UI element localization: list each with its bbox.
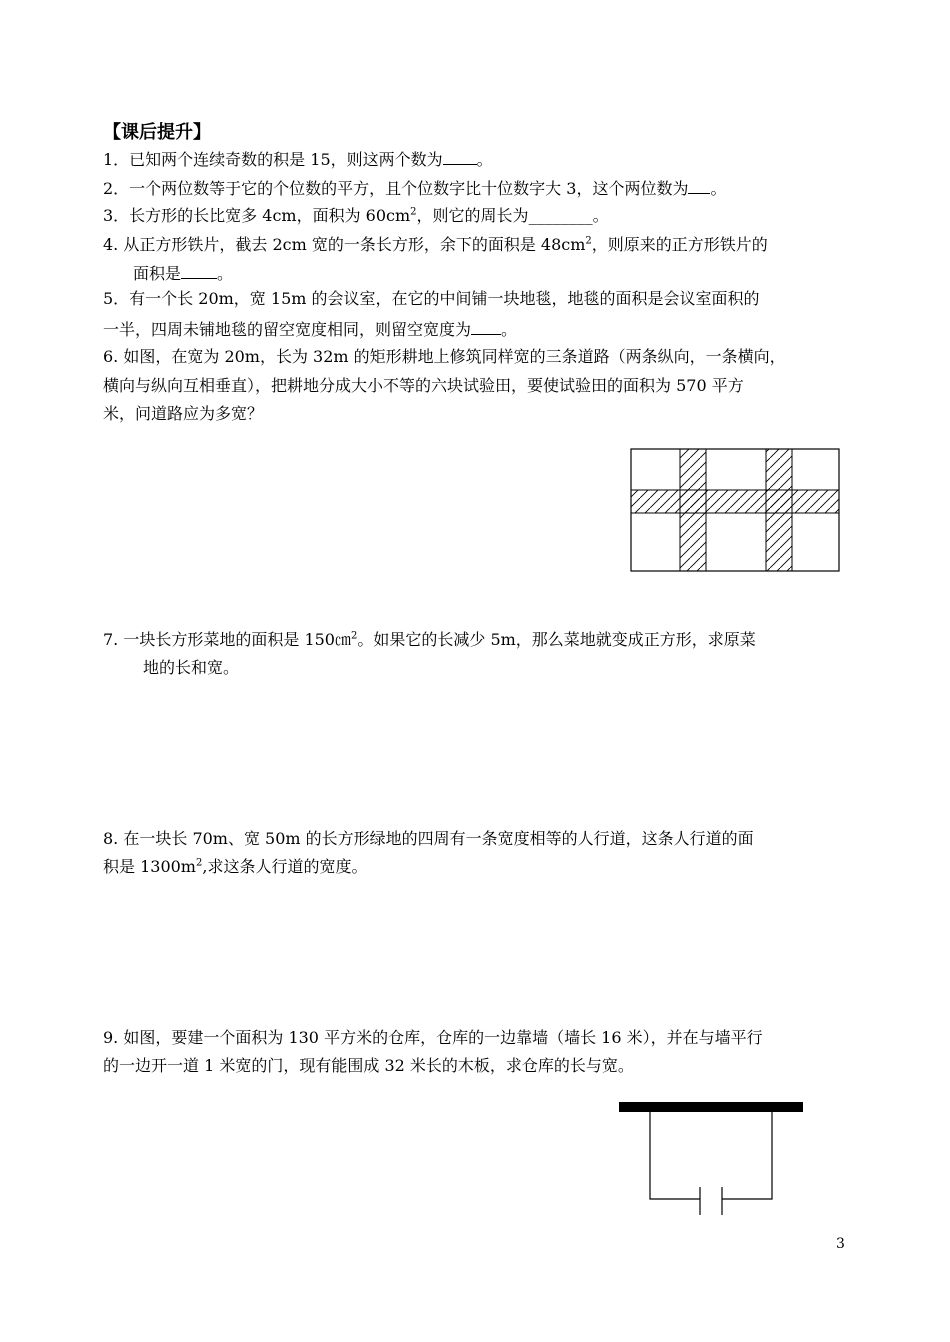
q1-blank — [443, 148, 477, 165]
q6-line1: 6. 如图，在宽为 20m，长为 32m 的矩形耕地上修筑同样宽的三条道路（两条纵向，一条横向， — [103, 347, 786, 366]
horizontal-road — [631, 490, 839, 513]
q3-end: 。 — [592, 206, 609, 225]
q1-text: 1．已知两个连续奇数的积是 15，则这两个数为 — [103, 150, 443, 169]
warehouse-fence-right — [722, 1112, 772, 1199]
question-6-line2 — [103, 376, 744, 396]
q5-end: 。 — [501, 320, 518, 339]
section-heading: 【课后提升】 — [103, 122, 211, 143]
q6-line2: 横向与纵向互相垂直），把耕地分成大小不等的六块试验田，要使试验田的面积为 570 平方 — [103, 376, 744, 395]
question-9 — [103, 1028, 763, 1048]
question-6-line3 — [103, 404, 263, 424]
question-7 — [103, 630, 756, 650]
q5-blank — [471, 318, 501, 335]
question-3 — [103, 206, 609, 226]
q8-sup: 2 — [195, 857, 203, 869]
q3-blank: ________ — [528, 206, 593, 225]
q2-text: 2．一个两位数等于它的个位数的平方，且个位数字比十位数字大 3，这个两位数为 — [103, 179, 689, 198]
q7-sup: 2 — [350, 630, 358, 642]
q5-line1: 5．有一个长 20m，宽 15m 的会议室，在它的中间铺一块地毯，地毯的面积是会议室面积的 — [103, 289, 760, 308]
q9-line2: 的一边开一道 1 米宽的门，现有能围成 32 米长的木板，求仓库的长与宽。 — [103, 1056, 634, 1075]
question-1 — [103, 148, 493, 170]
question-8-line2 — [103, 857, 367, 877]
q3-text-b: ，则它的周长为 — [416, 206, 529, 225]
q9-line1: 9. 如图，要建一个面积为 130 平方米的仓库，仓库的一边靠墙（墙长 16 米），并在与墙平行 — [103, 1028, 763, 1047]
q2-blank — [688, 177, 710, 194]
q7-text-b: 。如果它的长减少 5m，那么菜地就变成正方形，求原菜 — [357, 630, 756, 649]
q5-line2: 一半，四周未铺地毯的留空宽度相同，则留空宽度为 — [103, 320, 472, 339]
q4-blank — [181, 262, 217, 279]
field-roads-diagram — [630, 448, 842, 574]
question-2 — [103, 177, 726, 199]
question-7-line2 — [143, 658, 239, 678]
q8-text-a: 积是 1300m — [103, 857, 196, 876]
warehouse-fence — [650, 1112, 700, 1199]
q4-line2: 面积是 — [133, 264, 182, 283]
question-4 — [103, 235, 768, 255]
q7-line2: 地的长和宽。 — [143, 658, 240, 677]
q2-end: 。 — [710, 179, 727, 198]
wall — [619, 1102, 803, 1112]
q3-text-a: 3．长方形的长比宽多 4cm，面积为 60cm — [103, 206, 411, 225]
question-4-line2 — [133, 262, 233, 284]
question-9-line2 — [103, 1056, 634, 1076]
q6-line3: 米，问道路应为多宽？ — [103, 404, 264, 423]
q4-text-a: 4. 从正方形铁片，截去 2cm 宽的一条长方形，余下的面积是 48cm — [103, 235, 586, 254]
question-6 — [103, 347, 786, 367]
q8-text-b: ,求这条人行道的宽度。 — [202, 857, 368, 876]
q1-end: 。 — [476, 150, 493, 169]
q4-sup: 2 — [585, 235, 592, 247]
question-8 — [103, 829, 754, 849]
q8-line1: 8. 在一块长 70m、宽 50m 的长方形绿地的四周有一条宽度相等的人行道，这条人行道的面 — [103, 829, 754, 848]
q4-text-b: ，则原来的正方形铁片的 — [591, 235, 768, 254]
q7-text-a: 7. 一块长方形菜地的面积是 150㎝ — [103, 630, 351, 649]
question-5-line2 — [103, 318, 517, 340]
page-number: 3 — [836, 1236, 845, 1252]
question-5 — [103, 289, 760, 309]
q4-end: 。 — [217, 264, 234, 283]
q3-sup: 2 — [410, 206, 417, 218]
warehouse-diagram — [618, 1100, 806, 1218]
